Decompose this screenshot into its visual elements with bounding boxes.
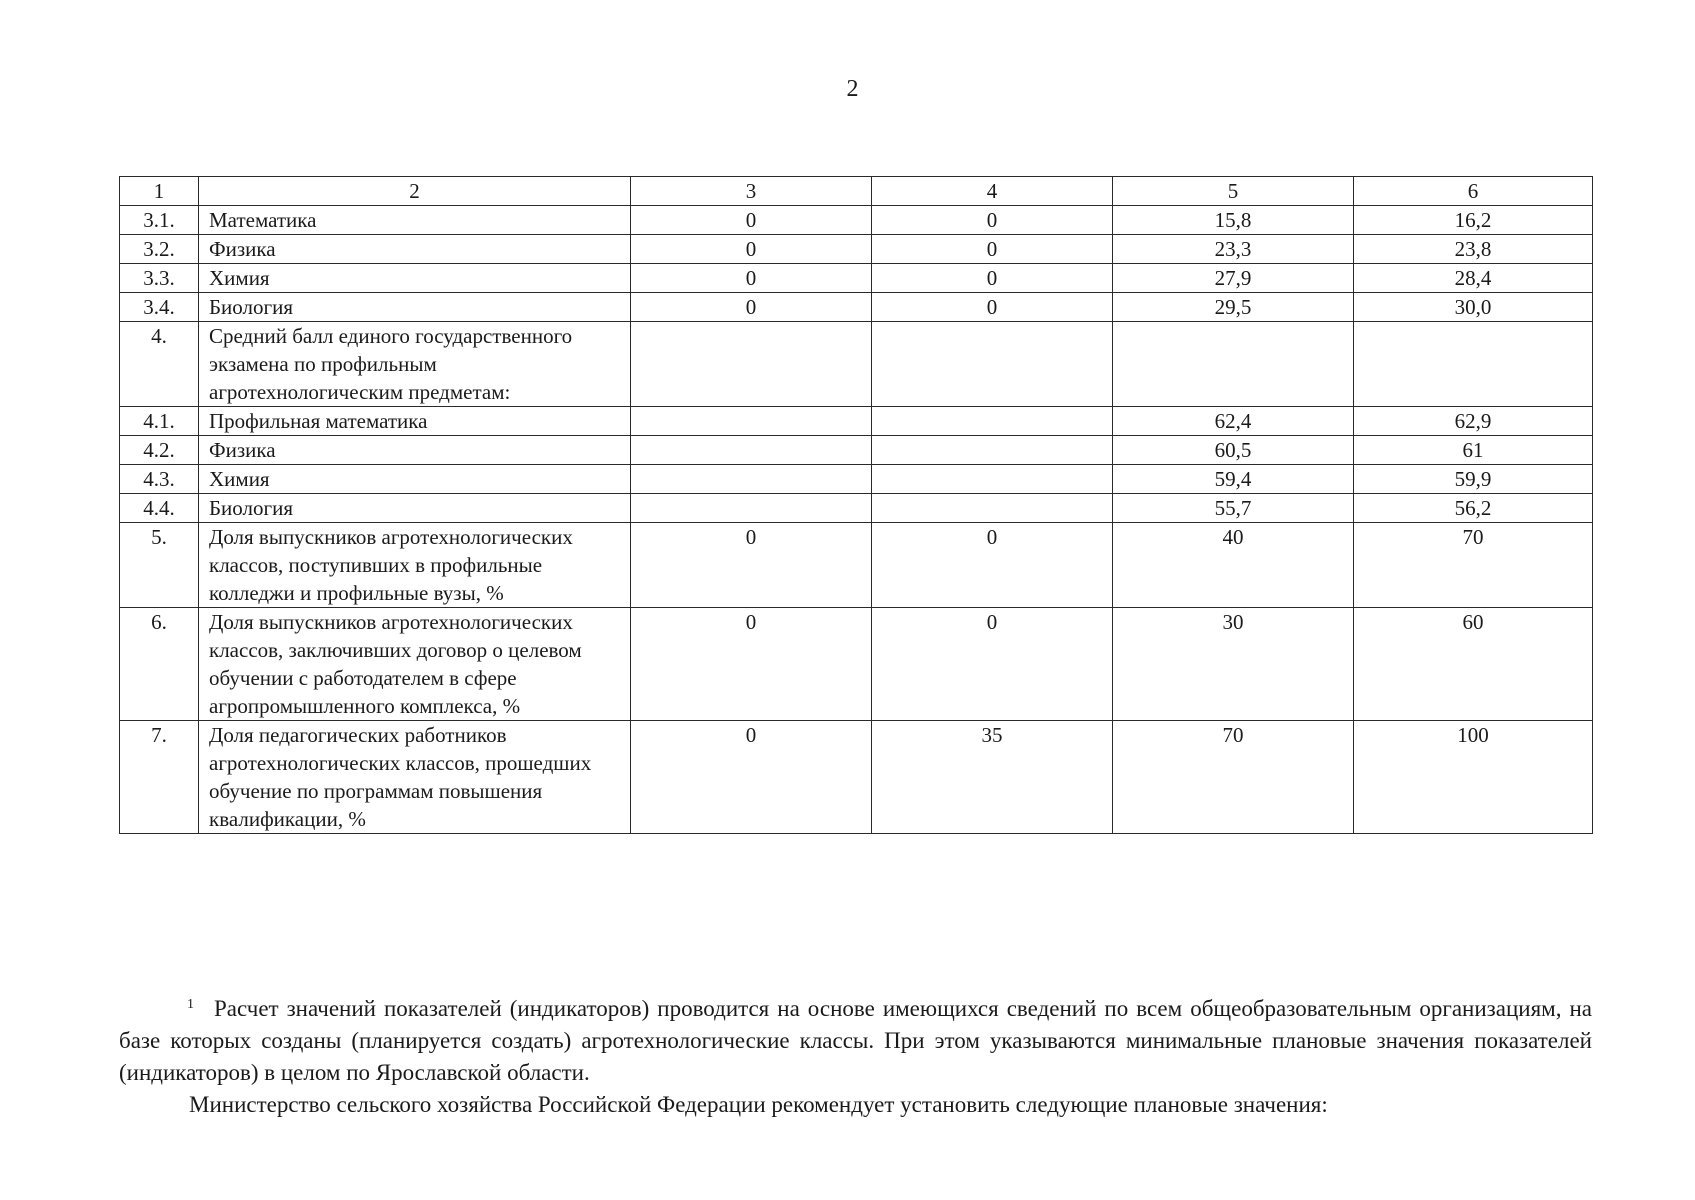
- value-col-3: [631, 494, 872, 523]
- table-row: [120, 494, 1593, 523]
- value-col-3: 0: [631, 293, 872, 322]
- value-col-6: 100: [1354, 721, 1593, 834]
- header-cell: 4: [872, 177, 1113, 206]
- value-col-3: [631, 465, 872, 494]
- value-col-3: 0: [631, 523, 872, 608]
- indicator-name: Математика: [199, 206, 631, 235]
- value-col-6: 28,4: [1354, 264, 1593, 293]
- value-col-3: [631, 407, 872, 436]
- value-col-4: [872, 465, 1113, 494]
- table-row: [120, 436, 1593, 465]
- footnote: [119, 993, 1592, 1089]
- table-row: [120, 465, 1593, 494]
- row-number: 3.4.: [120, 293, 199, 322]
- value-col-3: 0: [631, 206, 872, 235]
- row-number: 3.1.: [120, 206, 199, 235]
- row-number: 4.1.: [120, 407, 199, 436]
- table-row: [120, 264, 1593, 293]
- ministry-recommendation-text: Министерство сельского хозяйства Российской Федерации рекомендует установить следующие плановые значения:: [189, 1092, 1328, 1117]
- value-col-6: 56,2: [1354, 494, 1593, 523]
- value-col-6: 59,9: [1354, 465, 1593, 494]
- indicator-name: Физика: [199, 235, 631, 264]
- value-col-6: 60: [1354, 608, 1593, 721]
- table-row: [120, 293, 1593, 322]
- table-row: [120, 322, 1593, 407]
- header-cell: 1: [120, 177, 199, 206]
- value-col-6: 70: [1354, 523, 1593, 608]
- header-cell: 2: [199, 177, 631, 206]
- value-col-6: 30,0: [1354, 293, 1593, 322]
- value-col-4: 0: [872, 293, 1113, 322]
- value-col-5: [1113, 322, 1354, 407]
- indicator-name: Доля выпускников агротехнологических классов, заключивших договор о целевом обучении с работодателем в сфере агропромышленного комплекса, %: [199, 608, 631, 721]
- row-number: 4.4.: [120, 494, 199, 523]
- value-col-5: 15,8: [1113, 206, 1354, 235]
- header-cell: 5: [1113, 177, 1354, 206]
- value-col-5: 62,4: [1113, 407, 1354, 436]
- value-col-3: [631, 436, 872, 465]
- value-col-3: 0: [631, 608, 872, 721]
- value-col-5: 30: [1113, 608, 1354, 721]
- value-col-5: 60,5: [1113, 436, 1354, 465]
- indicator-name: Биология: [199, 494, 631, 523]
- header-cell: 3: [631, 177, 872, 206]
- footnote-text: Расчет значений показателей (индикаторов) проводится на основе имеющихся сведений по всем общеобразовательным организациям, на базе которых созданы (планируется создать) агротехнологические классы. При этом указываются минимальные плановые значения показателей (индикаторов) в целом по Ярославской области.: [119, 996, 1592, 1085]
- table-header-row: [120, 177, 1593, 206]
- indicator-name: Профильная математика: [199, 407, 631, 436]
- value-col-5: 40: [1113, 523, 1354, 608]
- value-col-5: 70: [1113, 721, 1354, 834]
- indicator-name: Доля педагогических работников агротехнологических классов, прошедших обучение по программам повышения квалификации, %: [199, 721, 631, 834]
- value-col-3: 0: [631, 264, 872, 293]
- table-row: [120, 407, 1593, 436]
- value-col-5: 23,3: [1113, 235, 1354, 264]
- value-col-5: 55,7: [1113, 494, 1354, 523]
- value-col-3: [631, 322, 872, 407]
- table-row: [120, 608, 1593, 721]
- value-col-6: 23,8: [1354, 235, 1593, 264]
- footnote-marker: 1: [187, 997, 194, 1012]
- indicator-name: Доля выпускников агротехнологических классов, поступивших в профильные колледжи и профильные вузы, %: [199, 523, 631, 608]
- value-col-3: 0: [631, 235, 872, 264]
- row-number: 3.3.: [120, 264, 199, 293]
- table-row: [120, 721, 1593, 834]
- value-col-5: 59,4: [1113, 465, 1354, 494]
- value-col-4: 0: [872, 608, 1113, 721]
- value-col-5: 27,9: [1113, 264, 1354, 293]
- value-col-5: 29,5: [1113, 293, 1354, 322]
- row-number: 4.2.: [120, 436, 199, 465]
- indicator-name: Биология: [199, 293, 631, 322]
- row-number: 7.: [120, 721, 199, 834]
- row-number: 4.3.: [120, 465, 199, 494]
- value-col-4: [872, 322, 1113, 407]
- indicator-name: Средний балл единого государственного экзамена по профильным агротехнологическим предметам:: [199, 322, 631, 407]
- table-row: [120, 235, 1593, 264]
- value-col-4: [872, 494, 1113, 523]
- page-number: 2: [846, 76, 859, 102]
- value-col-4: 0: [872, 264, 1113, 293]
- indicators-table: [119, 176, 1593, 834]
- row-number: 3.2.: [120, 235, 199, 264]
- value-col-4: 35: [872, 721, 1113, 834]
- row-number: 4.: [120, 322, 199, 407]
- value-col-4: [872, 407, 1113, 436]
- value-col-4: 0: [872, 206, 1113, 235]
- value-col-6: [1354, 322, 1593, 407]
- header-cell: 6: [1354, 177, 1593, 206]
- table-row: [120, 206, 1593, 235]
- value-col-6: 61: [1354, 436, 1593, 465]
- value-col-4: [872, 436, 1113, 465]
- value-col-3: 0: [631, 721, 872, 834]
- indicator-name: Химия: [199, 465, 631, 494]
- row-number: 5.: [120, 523, 199, 608]
- value-col-4: 0: [872, 523, 1113, 608]
- indicator-name: Химия: [199, 264, 631, 293]
- value-col-6: 16,2: [1354, 206, 1593, 235]
- value-col-6: 62,9: [1354, 407, 1593, 436]
- row-number: 6.: [120, 608, 199, 721]
- value-col-4: 0: [872, 235, 1113, 264]
- indicator-name: Физика: [199, 436, 631, 465]
- table-row: [120, 523, 1593, 608]
